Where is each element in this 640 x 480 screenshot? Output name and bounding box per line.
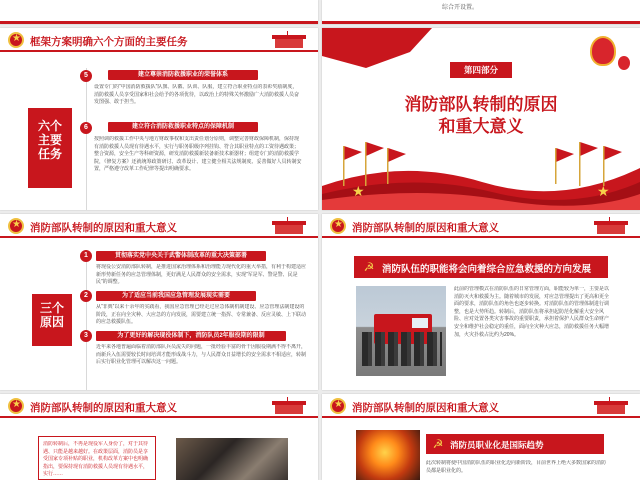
- section-label-box: [32, 294, 72, 346]
- topic-banner-text: 消防员职业化是国际趋势: [450, 440, 544, 450]
- slide-header: [322, 394, 640, 418]
- tiananmen-icon: [270, 31, 308, 49]
- fire-emblem-icon: [330, 218, 346, 234]
- firefighter-flames-photo: [356, 430, 420, 480]
- item-heading: 贯彻落实党中央关于武警体制改革的重大决策部署: [96, 251, 266, 261]
- topic-banner-text: 消防队伍的职能将会向着综合应急救援的方向发展: [382, 264, 592, 275]
- slide-bottom-bar: [0, 21, 318, 24]
- slide-title: 消防部队转制的原因和重大意义: [30, 402, 177, 414]
- fire-emblem-icon: [8, 218, 24, 234]
- section-label-box: [28, 108, 72, 188]
- slide-header: [0, 28, 318, 52]
- tiananmen-icon: [592, 397, 630, 415]
- slide-bottom-bar: [322, 21, 640, 24]
- section-badge: 第四部分: [450, 62, 512, 78]
- item-heading: 为了更好的解决现役体制下，消防队员2年服役期的限制: [96, 331, 286, 341]
- section-label-line: 主要: [37, 132, 62, 147]
- section-label-line: 六个: [37, 119, 62, 133]
- slide-title: 消防部队转制的原因和重大意义: [352, 402, 499, 414]
- slide-thumbnail-prev-left[interactable]: [0, 0, 318, 24]
- section-label-line: 任务: [37, 146, 62, 161]
- item-heading: 建立尊崇消防救援职业的荣誉体系: [108, 70, 258, 80]
- slide-header: [322, 214, 640, 238]
- chapter-title-line: 和重大意义: [438, 117, 524, 136]
- slide-thumbnail-prev-right[interactable]: [322, 0, 640, 24]
- item-body: 从“非典”以来十余年的实践看，我国应急管理已经走过应急体制机制建设、应急管理法制建设的阶段，正在向全灾种、大应急的方向发展，需要建立统一指挥、专常兼备、反应灵敏、上下联动的应急救援队伍。: [96, 304, 306, 326]
- item-body: 设置专门的“中国消防救援队”队旗、队徽、队训、队服，建立符合职业特点的表彰奖励制度，消防救援人员享受国家和社会给予的各项优待，以政治上的特殊关怀激励广大消防救援人员奋发图强、敢于担当。: [94, 84, 300, 106]
- party-emblem-icon: ☭: [432, 437, 444, 451]
- chapter-title-line: 消防部队转制的原因: [404, 95, 558, 114]
- slide-header: [0, 214, 318, 238]
- tiananmen-icon: [270, 397, 308, 415]
- item-body: 按照调的救援工作中央与地方财政事权和支出责任划分原则，调整完善财政保障机制，保持现有消防救援人员现有待遇水平，实行与职务职级序列挂钩、符合其职业特点的工资待遇政策；整合资源，安全生产等科研资源，研发消防救援新装备新技术新器材；组建专门的消防救援学院，《修复方案》还就统筹政策研讨、改革设计、建立健全相关法规制度、妥善做好人员转制安置，严格遵守改革工作纪律等提出明确要求。: [94, 136, 302, 173]
- slide-thumbnail-5[interactable]: [0, 394, 318, 480]
- svg-text:★: ★: [597, 183, 610, 199]
- slide-header: [0, 394, 318, 418]
- party-emblem-icon: ☭: [363, 260, 375, 274]
- item-number: 3: [80, 330, 92, 342]
- slide-thumbnail-2[interactable]: [322, 28, 640, 210]
- slide-title: 消防部队转制的原因和重大意义: [352, 222, 499, 234]
- body-text: 此次转制将使中国消防队伍的职业化迈向新阶段，目前世界上绝大多数国家的消防员都是职业化的。: [426, 460, 607, 474]
- section-label-line: 三个: [39, 301, 64, 315]
- svg-text:★: ★: [352, 183, 365, 199]
- item-number: 1: [80, 250, 92, 262]
- item-heading: 建立符合消防救援职业特点的保障机制: [108, 122, 258, 132]
- divider-line: [86, 250, 87, 390]
- slide-thumbnail-3[interactable]: [0, 214, 318, 390]
- fire-emblem-icon: [8, 398, 24, 414]
- item-body: 将现役公安消防部队转制，是推进国家治理体系和治理能力现代化的重大举措，有利于构建适应新形势新任务的应急管理体制，更好满足人民群众的安全需求，实现“军是军、警是警、民是民”的调整。: [96, 264, 306, 286]
- item-number: 2: [80, 290, 92, 302]
- slide-thumbnail-6[interactable]: [322, 394, 640, 480]
- flags-wave-decoration: [322, 138, 640, 210]
- rescue-scene-photo: [176, 438, 288, 480]
- callout-text: 消防转制后，不再是现役军人身份了，对于其待遇、只能是越来越好。在政策层面，消防员是享受国家专项补贴的职业，机构改革方案中也明确指出，要保持现有消防救援人员现有待遇水平，实行……: [43, 441, 149, 477]
- item-heading: 为了适应当前我国应急管理发展现实需要: [96, 291, 256, 301]
- section-label-line: 原因: [39, 314, 64, 329]
- tiananmen-icon: [270, 217, 308, 235]
- slide-title: 消防部队转制的原因和重大意义: [30, 222, 177, 234]
- item-number: 5: [80, 70, 92, 82]
- topic-banner: [354, 256, 608, 278]
- divider-line: [86, 68, 87, 210]
- item-number: 6: [80, 122, 92, 134]
- fire-emblem-icon: [8, 32, 24, 48]
- fire-truck-photo: [356, 286, 446, 376]
- topic-banner: [426, 434, 604, 454]
- tiananmen-icon: [592, 217, 630, 235]
- balloon-icon: [618, 56, 630, 70]
- slide-thumbnail-1[interactable]: [0, 28, 318, 210]
- balloon-icon: [590, 36, 616, 66]
- slide-thumbnail-4[interactable]: [322, 214, 640, 390]
- text-callout-box: [38, 436, 156, 480]
- body-text: 此前的管理模式在消防队伍的日常管理方面，职能较为单一，主要是以消防灭火和救援为主。随着城市的发展，对应急管理提出了更高和更全面的要求，消防队伍的角色也逐步转换。对消防队伍的管理体制进行调整，也是大势所趋。转制后，消防队伍将承担起防范化解重大安全风险、应对处置各类灾害事故的重要职责，承担着保护人民群众生命财产安全和维护社会稳定的重任，面向全灾种大应急，消防救援任务大幅增加，火灾扑救占比约为20%。: [454, 286, 610, 338]
- item-body: 近年来各地普遍面临着消防部队兵员流失的问题，一批经验丰富的骨干因服役期满不得不离开，而新兵入伍需要较长时间培训才能形成战斗力，与人民群众日益增长的安全需求不相适应，转制后实行职业化管理可以解决这一问题。: [96, 344, 306, 366]
- slide-title: 框架方案明确六个方面的主要任务: [30, 36, 188, 48]
- fire-emblem-icon: [330, 398, 346, 414]
- slide-text-fragment: 综合开设置。: [442, 5, 479, 11]
